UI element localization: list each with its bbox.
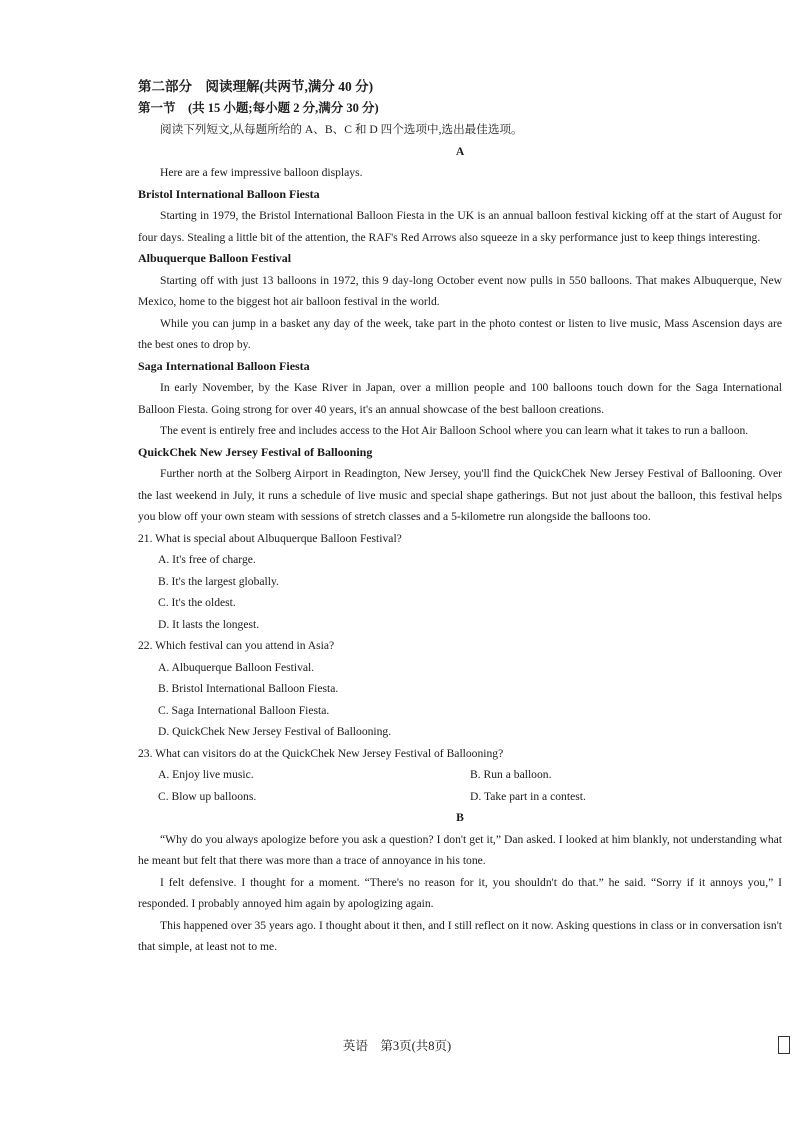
option-c: C. It's the oldest. (158, 596, 236, 609)
option-c: C. Saga International Balloon Fiesta. (158, 703, 330, 717)
question-stem: 22. Which festival can you attend in Asia? (138, 639, 335, 652)
heading-quickchek: QuickChek New Jersey Festival of Ballooning (138, 444, 373, 459)
heading-albuquerque: Albuquerque Balloon Festival (138, 251, 292, 265)
instruction: 阅读下列短文,从每题所给的 A、B、C 和 D 四个选项中,选出最佳选项。 (160, 123, 523, 136)
option-a: A. Albuquerque Balloon Festival. (158, 660, 315, 674)
option-b: B. It's the largest globally. (158, 574, 279, 588)
paragraph-saga-1: In early November, by the Kase River in Japan, over a million people and 100 balloons touch down for the Saga International Balloon Fiesta. Going strong for over 40 years, it's an annual showcase of the best balloon creations. (138, 381, 782, 416)
section-subtitle: 第一节 (共 15 小题;每小题 2 分,满分 30 分) (138, 101, 379, 115)
option-b: B. Bristol International Balloon Fiesta. (158, 682, 339, 695)
option-c: C. Blow up balloons. (158, 789, 257, 803)
heading-saga: Saga International Balloon Fiesta (138, 358, 310, 373)
page-footer: 英语 第3页(共8页) (342, 1039, 452, 1053)
option-b: B. Run a balloon. (470, 768, 552, 781)
paragraph-b-2: I felt defensive. I thought for a moment. “There's no reason for it, you shouldn't do that.” he said. “Sorry if it annoys you,” I responded. I probably annoyed him again by apologizing again. (138, 875, 782, 910)
paragraph-b-3: This happened over 35 years ago. I thought about it then, and I still reflect on it now. Asking questions in class or in conversation isn't that simple, at least not to me. (138, 918, 782, 953)
passage-a-intro: Here are a few impressive balloon displays. (160, 166, 363, 179)
option-d: D. QuickChek New Jersey Festival of Ballooning. (158, 725, 392, 738)
paragraph-bristol: Starting in 1979, the Bristol International Balloon Fiesta in the UK is an annual balloon festival kicking off at the start of August for four days. Stealing a little bit of the attention, the RAF's Red Arrows also squeeze in a sky performance just to keep things interesting. (138, 209, 782, 244)
heading-bristol: Bristol International Balloon Fiesta (138, 186, 320, 201)
paragraph-quickchek: Further north at the Solberg Airport in Readington, New Jersey, you'll find the QuickChek New Jersey Festival of Ballooning. Over the last weekend in July, it runs a schedule of live music and special shape gatherings. But not just about the balloon, this festival helps you blow off your own steam with sessions of stretch classes and a 5-kilometre run alongside the balloons too. (138, 467, 782, 523)
option-d: D. It lasts the longest. (158, 617, 260, 631)
question-stem: 21. What is special about Albuquerque Balloon Festival? (138, 531, 402, 545)
option-d: D. Take part in a contest. (470, 789, 586, 803)
option-row (158, 764, 782, 786)
passage-b-letter: B (456, 811, 464, 824)
page-edge-mark-icon (778, 1036, 790, 1054)
option-row (158, 786, 782, 808)
option-a: A. It's free of charge. (158, 553, 256, 566)
exam-page (138, 76, 782, 958)
passage-a-letter: A (455, 144, 465, 158)
paragraph-saga-2: The event is entirely free and includes access to the Hot Air Balloon School where you can learn what it takes to run a balloon. (160, 424, 749, 437)
section-title: 第二部分 阅读理解(共两节,满分 40 分) (138, 79, 374, 94)
paragraph-b-1: “Why do you always apologize before you ask a question? I don't get it,” Dan asked. I looked at him blankly, not understanding what he meant but felt that there was more than a trace of annoyance in his tone. (138, 832, 782, 867)
question-stem: 23. What can visitors do at the QuickChek New Jersey Festival of Ballooning? (138, 746, 504, 760)
paragraph-albuquerque-1: Starting off with just 13 balloons in 1972, this 9 day-long October event now pulls in 550 balloons. That makes Albuquerque, New Mexico, home to the biggest hot air balloon festival in the world. (138, 273, 782, 308)
option-a: A. Enjoy live music. (158, 768, 254, 781)
paragraph-albuquerque-2: While you can jump in a basket any day of the week, take part in the photo contest or listen to live music, Mass Ascension days are the best ones to drop by. (138, 316, 782, 351)
